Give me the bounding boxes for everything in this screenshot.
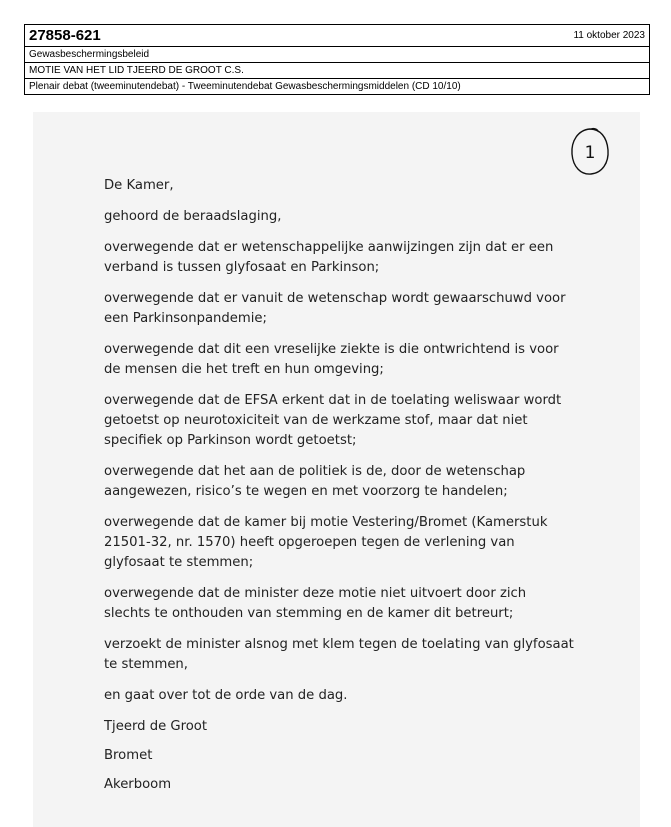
paragraph-considering: overwegende dat dit een vreselijke ziekte is die ontwrichtend is voor de mensen die het treft en hun omgeving; (104, 342, 559, 377)
paragraph-heard: gehoord de beraadslaging, (104, 209, 282, 224)
header-title-row (25, 25, 649, 46)
document-subject: Gewasbeschermingsbeleid (25, 46, 649, 62)
debate-description: Plenair debat (tweeminutendebat) - Tweeminutendebat Gewasbeschermingsmiddelen (CD 10/10) (25, 78, 649, 94)
paragraph-considering: overwegende dat de minister deze motie niet uitvoert door zich slechts te onthouden van stemming en de kamer dit betreurt; (104, 586, 527, 621)
paragraph-closing: en gaat over tot de orde van de dag. (104, 688, 348, 703)
paragraph-request: verzoekt de minister alsnog met klem tegen de toelating van glyfosaat te stemmen, (104, 637, 574, 672)
document-header (24, 24, 650, 95)
paragraph-considering: overwegende dat er wetenschappelijke aanwijzingen zijn dat er een verband is tussen glyfosaat en Parkinson; (104, 240, 554, 275)
motion-title: MOTIE VAN HET LID TJEERD DE GROOT C.S. (25, 62, 649, 78)
motion-body (104, 176, 574, 804)
paragraph-considering: overwegende dat het aan de politiek is de, door de wetenschap aangewezen, risico’s te wegen en met voorzorg te handelen; (104, 464, 526, 499)
document-date: 11 oktober 2023 (573, 29, 645, 41)
paragraph-considering: overwegende dat de kamer bij motie Vestering/Bromet (Kamerstuk 21501-32, nr. 1570) heeft opgeroepen tegen de verlening van glyfosaat te stemmen; (104, 515, 548, 570)
paragraph-considering: overwegende dat er vanuit de wetenschap wordt gewaarschuwd voor een Parkinsonpandemie; (104, 291, 566, 326)
signatory: Tjeerd de Groot (104, 719, 208, 734)
signatory: Akerboom (104, 777, 172, 792)
signatory: Bromet (104, 748, 153, 763)
stamp-number: 1 (584, 143, 596, 163)
paragraph-considering: overwegende dat de EFSA erkent dat in de toelating weliswaar wordt getoetst op neurotoxiciteit van de werkzame stof, maar dat niet specifiek op Parkinson wordt getoetst; (104, 393, 562, 448)
salutation: De Kamer, (104, 178, 174, 193)
document-number: 27858-621 (29, 26, 101, 44)
handwritten-circled-number-icon (568, 126, 612, 178)
